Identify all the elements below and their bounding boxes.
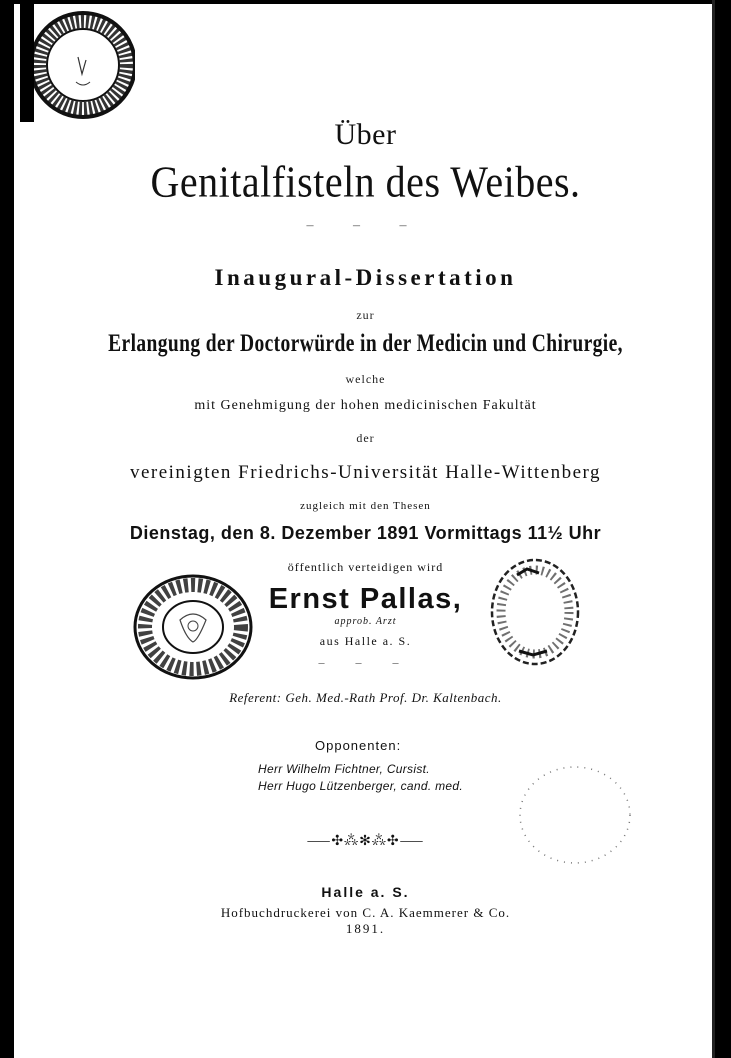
author-title: approb. Arzt bbox=[334, 616, 397, 627]
university-line: vereinigten Friedrichs-Universität Halle-Wittenberg bbox=[129, 462, 602, 483]
library-stamp-top-left bbox=[20, 2, 135, 122]
divider-1: – – – bbox=[306, 218, 425, 233]
degree-line: Erlangung der Doctorwürde in der Medicin und Chirurgie, bbox=[108, 330, 623, 357]
der-line: der bbox=[356, 431, 375, 445]
title-line-2: Genitalfisteln des Weibes. bbox=[150, 156, 581, 207]
ornament-divider: ⸺✣⁂✻⁂✣⸺ bbox=[306, 834, 425, 849]
author-origin: aus Halle a. S. bbox=[319, 634, 412, 648]
date-line: Dienstag, den 8. Dezember 1891 Vormittags 11½ Uhr bbox=[129, 523, 602, 543]
faint-stamp-lower-right bbox=[505, 760, 635, 870]
dissertation-heading: Inaugural-Dissertation bbox=[214, 265, 517, 290]
year-line: 1891. bbox=[345, 921, 386, 936]
theses-line: zugleich mit den Thesen bbox=[300, 500, 431, 512]
welche-line: welche bbox=[345, 372, 386, 386]
opponent-2: Herr Hugo Lützenberger, cand. med. bbox=[258, 779, 463, 793]
printer-line: Hofbuchdruckerei von C. A. Kaemmerer & Co. bbox=[220, 905, 511, 920]
library-stamp-center-left bbox=[128, 570, 258, 685]
referent-line: Referent: Geh. Med.-Rath Prof. Dr. Kaltenbach. bbox=[229, 690, 502, 705]
opponent-1: Herr Wilhelm Fichtner, Cursist. bbox=[258, 762, 430, 776]
zur-line: zur bbox=[356, 308, 375, 322]
author-name: Ernst Pallas, bbox=[268, 583, 463, 615]
defend-line: öffentlich verteidigen wird bbox=[287, 560, 444, 574]
place-line: Halle a. S. bbox=[321, 884, 410, 900]
title-line-1: Über bbox=[334, 118, 397, 151]
divider-2: – – – bbox=[318, 655, 413, 669]
approval-line: mit Genehmigung der hohen medicinischen Fakultät bbox=[194, 398, 537, 413]
opponents-heading: Opponenten: bbox=[315, 738, 402, 753]
library-stamp-center-right bbox=[487, 555, 582, 670]
